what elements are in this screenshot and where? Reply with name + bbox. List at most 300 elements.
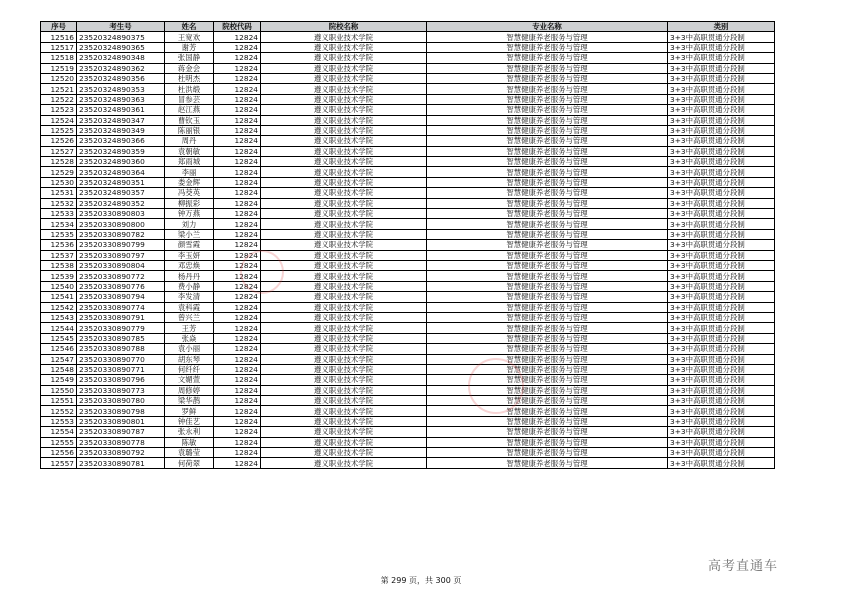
cell-name: 何纤纤 xyxy=(165,364,214,374)
cell-seq: 12530 xyxy=(41,177,77,187)
cell-school-code: 12824 xyxy=(214,364,261,374)
table-row xyxy=(41,240,775,250)
cell-seq: 12556 xyxy=(41,448,77,458)
cell-category: 3+3中高职贯通分段制 xyxy=(668,53,775,63)
cell-seq: 12542 xyxy=(41,302,77,312)
cell-school-code: 12824 xyxy=(214,229,261,239)
cell-major: 智慧健康养老服务与管理 xyxy=(427,458,668,468)
cell-name: 颜雪霞 xyxy=(165,240,214,250)
cell-school-code: 12824 xyxy=(214,115,261,125)
cell-major: 智慧健康养老服务与管理 xyxy=(427,302,668,312)
cell-major: 智慧健康养老服务与管理 xyxy=(427,354,668,364)
cell-category: 3+3中高职贯通分段制 xyxy=(668,448,775,458)
cell-major: 智慧健康养老服务与管理 xyxy=(427,448,668,458)
table-row xyxy=(41,105,775,115)
cell-name: 袁小丽 xyxy=(165,344,214,354)
cell-seq: 12557 xyxy=(41,458,77,468)
cell-exam-id: 23520330890791 xyxy=(77,312,165,322)
table-row xyxy=(41,94,775,104)
cell-school-name: 遵义职业技术学院 xyxy=(261,167,427,177)
cell-major: 智慧健康养老服务与管理 xyxy=(427,177,668,187)
table-row xyxy=(41,84,775,94)
cell-category: 3+3中高职贯通分段制 xyxy=(668,32,775,42)
cell-school-code: 12824 xyxy=(214,416,261,426)
cell-seq: 12537 xyxy=(41,250,77,260)
cell-school-name: 遵义职业技术学院 xyxy=(261,240,427,250)
cell-exam-id: 23520324890362 xyxy=(77,63,165,73)
cell-exam-id: 23520330890781 xyxy=(77,458,165,468)
cell-category: 3+3中高职贯通分段制 xyxy=(668,136,775,146)
cell-school-name: 遵义职业技术学院 xyxy=(261,188,427,198)
cell-exam-id: 23520330890778 xyxy=(77,437,165,447)
cell-exam-id: 23520330890770 xyxy=(77,354,165,364)
cell-school-name: 遵义职业技术学院 xyxy=(261,229,427,239)
cell-major: 智慧健康养老服务与管理 xyxy=(427,32,668,42)
header-category: 类别 xyxy=(668,22,775,32)
cell-seq: 12552 xyxy=(41,406,77,416)
cell-category: 3+3中高职贯通分段制 xyxy=(668,209,775,219)
cell-school-name: 遵义职业技术学院 xyxy=(261,209,427,219)
header-major: 专业名称 xyxy=(427,22,668,32)
cell-school-code: 12824 xyxy=(214,312,261,322)
table-row xyxy=(41,458,775,468)
table-row xyxy=(41,188,775,198)
cell-seq: 12525 xyxy=(41,125,77,135)
cell-exam-id: 23520330890782 xyxy=(77,229,165,239)
cell-school-code: 12824 xyxy=(214,271,261,281)
cell-seq: 12539 xyxy=(41,271,77,281)
cell-major: 智慧健康养老服务与管理 xyxy=(427,240,668,250)
cell-school-code: 12824 xyxy=(214,125,261,135)
cell-category: 3+3中高职贯通分段制 xyxy=(668,198,775,208)
cell-name: 袁璐莹 xyxy=(165,448,214,458)
cell-school-code: 12824 xyxy=(214,437,261,447)
cell-name: 梁华鹊 xyxy=(165,396,214,406)
cell-school-name: 遵义职业技术学院 xyxy=(261,84,427,94)
cell-name: 梁小兰 xyxy=(165,229,214,239)
cell-seq: 12518 xyxy=(41,53,77,63)
table-row xyxy=(41,364,775,374)
cell-major: 智慧健康养老服务与管理 xyxy=(427,136,668,146)
cell-school-code: 12824 xyxy=(214,136,261,146)
cell-school-code: 12824 xyxy=(214,188,261,198)
cell-school-code: 12824 xyxy=(214,406,261,416)
cell-name: 周修婷 xyxy=(165,385,214,395)
cell-category: 3+3中高职贯通分段制 xyxy=(668,42,775,52)
table-row xyxy=(41,125,775,135)
cell-major: 智慧健康养老服务与管理 xyxy=(427,344,668,354)
table-row xyxy=(41,302,775,312)
cell-name: 王宽欢 xyxy=(165,32,214,42)
cell-school-code: 12824 xyxy=(214,448,261,458)
cell-school-name: 遵义职业技术学院 xyxy=(261,458,427,468)
table-row xyxy=(41,63,775,73)
cell-school-code: 12824 xyxy=(214,167,261,177)
cell-school-code: 12824 xyxy=(214,281,261,291)
cell-category: 3+3中高职贯通分段制 xyxy=(668,458,775,468)
cell-school-name: 遵义职业技术学院 xyxy=(261,63,427,73)
cell-name: 杜洪缎 xyxy=(165,84,214,94)
cell-school-code: 12824 xyxy=(214,302,261,312)
cell-category: 3+3中高职贯通分段制 xyxy=(668,115,775,125)
cell-school-name: 遵义职业技术学院 xyxy=(261,125,427,135)
table-row xyxy=(41,250,775,260)
cell-exam-id: 23520324890347 xyxy=(77,115,165,125)
table-row xyxy=(41,448,775,458)
table-row xyxy=(41,146,775,156)
cell-name: 陈丽银 xyxy=(165,125,214,135)
cell-category: 3+3中高职贯通分段制 xyxy=(668,167,775,177)
cell-seq: 12532 xyxy=(41,198,77,208)
cell-major: 智慧健康养老服务与管理 xyxy=(427,292,668,302)
cell-school-name: 遵义职业技术学院 xyxy=(261,375,427,385)
table-row xyxy=(41,167,775,177)
cell-seq: 12551 xyxy=(41,396,77,406)
cell-exam-id: 23520324890360 xyxy=(77,157,165,167)
cell-seq: 12531 xyxy=(41,188,77,198)
cell-school-code: 12824 xyxy=(214,333,261,343)
table-row xyxy=(41,416,775,426)
table-row xyxy=(41,219,775,229)
cell-major: 智慧健康养老服务与管理 xyxy=(427,364,668,374)
cell-category: 3+3中高职贯通分段制 xyxy=(668,105,775,115)
cell-major: 智慧健康养老服务与管理 xyxy=(427,312,668,322)
cell-major: 智慧健康养老服务与管理 xyxy=(427,406,668,416)
cell-school-code: 12824 xyxy=(214,458,261,468)
cell-school-code: 12824 xyxy=(214,396,261,406)
cell-name: 杨丹丹 xyxy=(165,271,214,281)
cell-school-name: 遵义职业技术学院 xyxy=(261,312,427,322)
cell-school-name: 遵义职业技术学院 xyxy=(261,105,427,115)
cell-school-code: 12824 xyxy=(214,240,261,250)
cell-major: 智慧健康养老服务与管理 xyxy=(427,42,668,52)
cell-school-code: 12824 xyxy=(214,292,261,302)
cell-category: 3+3中高职贯通分段制 xyxy=(668,84,775,94)
cell-name: 袁科霞 xyxy=(165,302,214,312)
cell-school-code: 12824 xyxy=(214,427,261,437)
table-row xyxy=(41,177,775,187)
table-row xyxy=(41,271,775,281)
cell-name: 赵江燕 xyxy=(165,105,214,115)
cell-major: 智慧健康养老服务与管理 xyxy=(427,209,668,219)
cell-school-code: 12824 xyxy=(214,42,261,52)
cell-exam-id: 23520330890801 xyxy=(77,416,165,426)
cell-seq: 12554 xyxy=(41,427,77,437)
cell-major: 智慧健康养老服务与管理 xyxy=(427,281,668,291)
cell-school-code: 12824 xyxy=(214,105,261,115)
cell-seq: 12521 xyxy=(41,84,77,94)
table-row xyxy=(41,385,775,395)
cell-school-name: 遵义职业技术学院 xyxy=(261,115,427,125)
cell-seq: 12534 xyxy=(41,219,77,229)
table-row xyxy=(41,344,775,354)
cell-school-code: 12824 xyxy=(214,344,261,354)
table-row xyxy=(41,323,775,333)
cell-name: 柳振彩 xyxy=(165,198,214,208)
cell-category: 3+3中高职贯通分段制 xyxy=(668,427,775,437)
cell-exam-id: 23520330890797 xyxy=(77,250,165,260)
cell-school-code: 12824 xyxy=(214,219,261,229)
cell-category: 3+3中高职贯通分段制 xyxy=(668,240,775,250)
cell-school-code: 12824 xyxy=(214,84,261,94)
cell-name: 张永利 xyxy=(165,427,214,437)
cell-name: 刘力 xyxy=(165,219,214,229)
cell-exam-id: 23520330890798 xyxy=(77,406,165,416)
cell-major: 智慧健康养老服务与管理 xyxy=(427,53,668,63)
table-row xyxy=(41,73,775,83)
cell-name: 杜明杰 xyxy=(165,73,214,83)
cell-school-name: 遵义职业技术学院 xyxy=(261,53,427,63)
cell-seq: 12540 xyxy=(41,281,77,291)
cell-category: 3+3中高职贯通分段制 xyxy=(668,437,775,447)
page-footer: 第 299 页，共 300 页 xyxy=(380,576,462,585)
cell-category: 3+3中高职贯通分段制 xyxy=(668,406,775,416)
cell-school-code: 12824 xyxy=(214,73,261,83)
table-row xyxy=(41,198,775,208)
cell-school-name: 遵义职业技术学院 xyxy=(261,157,427,167)
cell-category: 3+3中高职贯通分段制 xyxy=(668,416,775,426)
cell-school-name: 遵义职业技术学院 xyxy=(261,136,427,146)
cell-exam-id: 23520330890785 xyxy=(77,333,165,343)
cell-school-name: 遵义职业技术学院 xyxy=(261,416,427,426)
table-row xyxy=(41,115,775,125)
cell-school-name: 遵义职业技术学院 xyxy=(261,250,427,260)
cell-exam-id: 23520330890773 xyxy=(77,385,165,395)
cell-category: 3+3中高职贯通分段制 xyxy=(668,271,775,281)
cell-major: 智慧健康养老服务与管理 xyxy=(427,188,668,198)
cell-school-code: 12824 xyxy=(214,385,261,395)
table-row xyxy=(41,260,775,270)
cell-major: 智慧健康养老服务与管理 xyxy=(427,167,668,177)
cell-name: 罗鲜 xyxy=(165,406,214,416)
cell-seq: 12544 xyxy=(41,323,77,333)
cell-exam-id: 23520330890776 xyxy=(77,281,165,291)
cell-school-name: 遵义职业技术学院 xyxy=(261,177,427,187)
cell-category: 3+3中高职贯通分段制 xyxy=(668,250,775,260)
cell-category: 3+3中高职贯通分段制 xyxy=(668,229,775,239)
cell-exam-id: 23520330890796 xyxy=(77,375,165,385)
cell-seq: 12549 xyxy=(41,375,77,385)
cell-category: 3+3中高职贯通分段制 xyxy=(668,281,775,291)
cell-major: 智慧健康养老服务与管理 xyxy=(427,229,668,239)
cell-seq: 12517 xyxy=(41,42,77,52)
cell-seq: 12533 xyxy=(41,209,77,219)
cell-seq: 12523 xyxy=(41,105,77,115)
cell-exam-id: 23520324890375 xyxy=(77,32,165,42)
cell-exam-id: 23520324890365 xyxy=(77,42,165,52)
cell-exam-id: 23520324890363 xyxy=(77,94,165,104)
cell-major: 智慧健康养老服务与管理 xyxy=(427,73,668,83)
table-row xyxy=(41,437,775,447)
cell-exam-id: 23520324890356 xyxy=(77,73,165,83)
cell-seq: 12547 xyxy=(41,354,77,364)
table-row xyxy=(41,427,775,437)
cell-exam-id: 23520330890787 xyxy=(77,427,165,437)
cell-seq: 12527 xyxy=(41,146,77,156)
cell-major: 智慧健康养老服务与管理 xyxy=(427,115,668,125)
cell-seq: 12528 xyxy=(41,157,77,167)
cell-school-name: 遵义职业技术学院 xyxy=(261,42,427,52)
cell-school-name: 遵义职业技术学院 xyxy=(261,281,427,291)
cell-name: 郑雨城 xyxy=(165,157,214,167)
cell-category: 3+3中高职贯通分段制 xyxy=(668,125,775,135)
cell-school-name: 遵义职业技术学院 xyxy=(261,344,427,354)
cell-school-code: 12824 xyxy=(214,177,261,187)
table-row xyxy=(41,209,775,219)
cell-category: 3+3中高职贯通分段制 xyxy=(668,354,775,364)
table-row xyxy=(41,157,775,167)
header-name: 姓名 xyxy=(165,22,214,32)
table-row xyxy=(41,396,775,406)
cell-major: 智慧健康养老服务与管理 xyxy=(427,198,668,208)
cell-seq: 12522 xyxy=(41,94,77,104)
cell-name: 冒参芸 xyxy=(165,94,214,104)
cell-school-name: 遵义职业技术学院 xyxy=(261,427,427,437)
cell-major: 智慧健康养老服务与管理 xyxy=(427,146,668,156)
cell-major: 智慧健康养老服务与管理 xyxy=(427,333,668,343)
cell-school-code: 12824 xyxy=(214,323,261,333)
cell-category: 3+3中高职贯通分段制 xyxy=(668,302,775,312)
cell-seq: 12553 xyxy=(41,416,77,426)
cell-major: 智慧健康养老服务与管理 xyxy=(427,63,668,73)
cell-exam-id: 23520324890348 xyxy=(77,53,165,63)
cell-school-code: 12824 xyxy=(214,354,261,364)
cell-major: 智慧健康养老服务与管理 xyxy=(427,84,668,94)
cell-major: 智慧健康养老服务与管理 xyxy=(427,385,668,395)
cell-name: 陈敏 xyxy=(165,437,214,447)
watermark-site-text: 高考直通车 xyxy=(708,559,779,574)
cell-exam-id: 23520330890774 xyxy=(77,302,165,312)
cell-category: 3+3中高职贯通分段制 xyxy=(668,344,775,354)
cell-school-name: 遵义职业技术学院 xyxy=(261,73,427,83)
cell-school-name: 遵义职业技术学院 xyxy=(261,146,427,156)
cell-category: 3+3中高职贯通分段制 xyxy=(668,364,775,374)
cell-name: 张焱 xyxy=(165,333,214,343)
header-exam-id: 考生号 xyxy=(77,22,165,32)
cell-exam-id: 23520330890772 xyxy=(77,271,165,281)
cell-exam-id: 23520324890359 xyxy=(77,146,165,156)
cell-category: 3+3中高职贯通分段制 xyxy=(668,146,775,156)
cell-school-name: 遵义职业技术学院 xyxy=(261,354,427,364)
cell-category: 3+3中高职贯通分段制 xyxy=(668,94,775,104)
cell-school-code: 12824 xyxy=(214,250,261,260)
cell-school-code: 12824 xyxy=(214,375,261,385)
table-row xyxy=(41,229,775,239)
table-row xyxy=(41,136,775,146)
cell-name: 何荷翠 xyxy=(165,458,214,468)
cell-exam-id: 23520330890800 xyxy=(77,219,165,229)
header-seq: 序号 xyxy=(41,22,77,32)
cell-name: 胡东琴 xyxy=(165,354,214,364)
cell-name: 曹钦玉 xyxy=(165,115,214,125)
cell-major: 智慧健康养老服务与管理 xyxy=(427,125,668,135)
cell-seq: 12538 xyxy=(41,260,77,270)
cell-category: 3+3中高职贯通分段制 xyxy=(668,260,775,270)
cell-name: 谢芳 xyxy=(165,42,214,52)
cell-seq: 12536 xyxy=(41,240,77,250)
cell-name: 李玉妍 xyxy=(165,250,214,260)
cell-exam-id: 23520324890357 xyxy=(77,188,165,198)
cell-school-code: 12824 xyxy=(214,63,261,73)
table-row xyxy=(41,42,775,52)
cell-category: 3+3中高职贯通分段制 xyxy=(668,375,775,385)
cell-category: 3+3中高职贯通分段制 xyxy=(668,385,775,395)
cell-name: 曾兴兰 xyxy=(165,312,214,322)
cell-exam-id: 23520324890364 xyxy=(77,167,165,177)
cell-exam-id: 23520324890351 xyxy=(77,177,165,187)
table-row xyxy=(41,312,775,322)
table-row xyxy=(41,375,775,385)
cell-major: 智慧健康养老服务与管理 xyxy=(427,105,668,115)
cell-school-code: 12824 xyxy=(214,146,261,156)
cell-name: 蒋金会 xyxy=(165,63,214,73)
cell-exam-id: 23520330890804 xyxy=(77,260,165,270)
cell-category: 3+3中高职贯通分段制 xyxy=(668,157,775,167)
cell-major: 智慧健康养老服务与管理 xyxy=(427,396,668,406)
cell-seq: 12526 xyxy=(41,136,77,146)
cell-school-name: 遵义职业技术学院 xyxy=(261,333,427,343)
cell-seq: 12545 xyxy=(41,333,77,343)
cell-name: 周丹 xyxy=(165,136,214,146)
cell-school-code: 12824 xyxy=(214,157,261,167)
cell-school-name: 遵义职业技术学院 xyxy=(261,260,427,270)
cell-seq: 12555 xyxy=(41,437,77,447)
table-row xyxy=(41,406,775,416)
table-row xyxy=(41,32,775,42)
cell-name: 袁朝敏 xyxy=(165,146,214,156)
cell-school-code: 12824 xyxy=(214,198,261,208)
cell-exam-id: 23520330890799 xyxy=(77,240,165,250)
cell-school-name: 遵义职业技术学院 xyxy=(261,323,427,333)
cell-category: 3+3中高职贯通分段制 xyxy=(668,323,775,333)
cell-school-code: 12824 xyxy=(214,260,261,270)
cell-seq: 12550 xyxy=(41,385,77,395)
cell-category: 3+3中高职贯通分段制 xyxy=(668,219,775,229)
cell-seq: 12548 xyxy=(41,364,77,374)
cell-major: 智慧健康养老服务与管理 xyxy=(427,416,668,426)
cell-major: 智慧健康养老服务与管理 xyxy=(427,271,668,281)
cell-school-name: 遵义职业技术学院 xyxy=(261,271,427,281)
cell-school-name: 遵义职业技术学院 xyxy=(261,406,427,416)
cell-major: 智慧健康养老服务与管理 xyxy=(427,375,668,385)
cell-name: 费小静 xyxy=(165,281,214,291)
cell-category: 3+3中高职贯通分段制 xyxy=(668,63,775,73)
cell-seq: 12519 xyxy=(41,63,77,73)
cell-name: 娄金辉 xyxy=(165,177,214,187)
cell-exam-id: 23520330890792 xyxy=(77,448,165,458)
cell-seq: 12524 xyxy=(41,115,77,125)
cell-school-code: 12824 xyxy=(214,32,261,42)
cell-exam-id: 23520330890788 xyxy=(77,344,165,354)
cell-name: 李丽 xyxy=(165,167,214,177)
cell-name: 冯茭英 xyxy=(165,188,214,198)
cell-name: 张国静 xyxy=(165,53,214,63)
cell-school-code: 12824 xyxy=(214,209,261,219)
cell-school-name: 遵义职业技术学院 xyxy=(261,448,427,458)
cell-seq: 12541 xyxy=(41,292,77,302)
cell-exam-id: 23520324890361 xyxy=(77,105,165,115)
cell-seq: 12516 xyxy=(41,32,77,42)
cell-name: 钟万燕 xyxy=(165,209,214,219)
cell-category: 3+3中高职贯通分段制 xyxy=(668,73,775,83)
cell-exam-id: 23520324890352 xyxy=(77,198,165,208)
cell-category: 3+3中高职贯通分段制 xyxy=(668,312,775,322)
table-row xyxy=(41,333,775,343)
cell-major: 智慧健康养老服务与管理 xyxy=(427,219,668,229)
cell-seq: 12543 xyxy=(41,312,77,322)
cell-seq: 12535 xyxy=(41,229,77,239)
cell-name: 李发清 xyxy=(165,292,214,302)
